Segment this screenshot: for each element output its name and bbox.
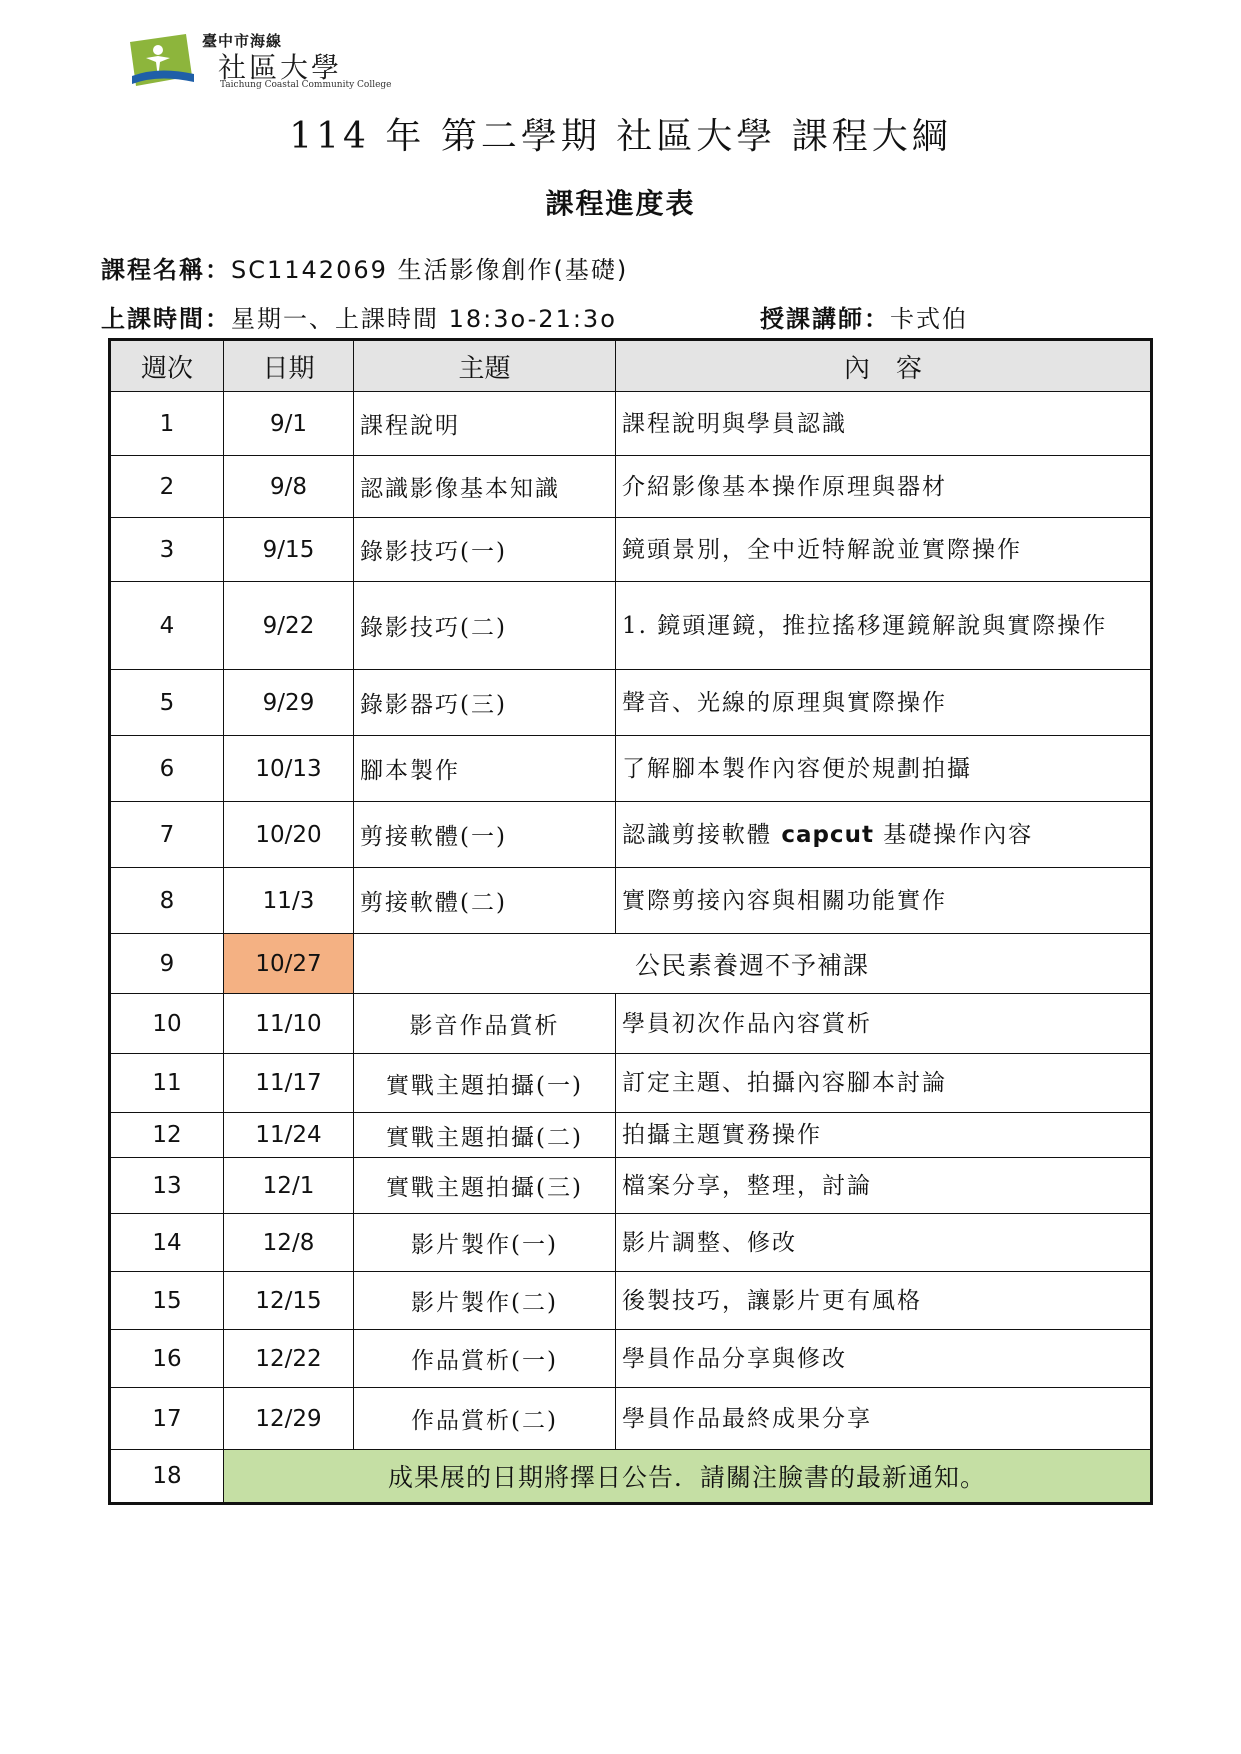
week-cell: 9: [110, 934, 224, 994]
content-text-latin: capcut: [781, 821, 874, 848]
week-cell: 11: [110, 1054, 224, 1113]
header-topic: 主題: [354, 340, 616, 392]
week-cell: 8: [110, 868, 224, 934]
table-row: [110, 1450, 1152, 1504]
week-cell: 15: [110, 1272, 224, 1330]
date-cell: 12/15: [224, 1272, 354, 1330]
table-row: [110, 670, 1152, 736]
content-cell: 實際剪接內容與相關功能實作: [616, 868, 1152, 934]
content-cell: 訂定主題、拍攝內容腳本討論: [616, 1054, 1152, 1113]
course-value: SC1142069 生活影像創作(基礎): [231, 256, 629, 284]
date-cell: 11/10: [224, 994, 354, 1054]
topic-cell: 錄影技巧(二): [354, 582, 616, 670]
table-row: [110, 868, 1152, 934]
week-cell: 17: [110, 1388, 224, 1450]
content-cell: 拍攝主題實務操作: [616, 1113, 1152, 1158]
table-row: [110, 582, 1152, 670]
date-cell: 12/1: [224, 1158, 354, 1214]
table-row: [110, 1214, 1152, 1272]
topic-cell: 實戰主題拍攝(一): [354, 1054, 616, 1113]
date-cell: 9/8: [224, 456, 354, 518]
time-info: [101, 299, 617, 334]
date-cell: 10/13: [224, 736, 354, 802]
week-cell: 13: [110, 1158, 224, 1214]
week-cell: 14: [110, 1214, 224, 1272]
notice-cell: 公民素養週不予補課: [354, 934, 1152, 994]
content-cell: 鏡頭景別，全中近特解說並實際操作: [616, 518, 1152, 582]
topic-cell: 腳本製作: [354, 736, 616, 802]
time-label: 上課時間：: [101, 305, 231, 333]
content-cell: 課程說明與學員認識: [616, 392, 1152, 456]
date-cell: 9/15: [224, 518, 354, 582]
week-cell: 4: [110, 582, 224, 670]
topic-cell: 影音作品賞析: [354, 994, 616, 1054]
week-cell: 12: [110, 1113, 224, 1158]
topic-cell: 剪接軟體(一): [354, 802, 616, 868]
content-cell: 聲音、光線的原理與實際操作: [616, 670, 1152, 736]
topic-cell: 影片製作(二): [354, 1272, 616, 1330]
course-info: [101, 250, 628, 285]
topic-cell: 剪接軟體(二): [354, 868, 616, 934]
date-cell: 11/24: [224, 1113, 354, 1158]
teacher-info: [760, 299, 968, 334]
content-cell: 影片調整、修改: [616, 1214, 1152, 1272]
topic-cell: 實戰主題拍攝(二): [354, 1113, 616, 1158]
teacher-value: 卡式伯: [890, 305, 968, 333]
week-cell: 3: [110, 518, 224, 582]
content-cell: 1. 鏡頭運鏡，推拉搖移運鏡解說與實際操作: [616, 582, 1152, 670]
content-cell: 介紹影像基本操作原理與器材: [616, 456, 1152, 518]
topic-cell: 錄影器巧(三): [354, 670, 616, 736]
table-row: [110, 736, 1152, 802]
table-row: [110, 1054, 1152, 1113]
content-cell: 後製技巧，讓影片更有風格: [616, 1272, 1152, 1330]
week-cell: 1: [110, 392, 224, 456]
content-cell: [616, 802, 1152, 868]
final-notice-cell: 成果展的日期將擇日公告．請關注臉書的最新通知。: [224, 1450, 1152, 1504]
content-cell: 學員作品分享與修改: [616, 1330, 1152, 1388]
content-cell: 學員作品最終成果分享: [616, 1388, 1152, 1450]
topic-cell: 錄影技巧(一): [354, 518, 616, 582]
topic-cell: 作品賞析(二): [354, 1388, 616, 1450]
topic-cell: 實戰主題拍攝(三): [354, 1158, 616, 1214]
table-row: [110, 1388, 1152, 1450]
college-logo-icon: [128, 32, 204, 88]
table-row: [110, 392, 1152, 456]
topic-cell: 課程說明: [354, 392, 616, 456]
course-label: 課程名稱：: [101, 256, 231, 284]
date-cell: 9/29: [224, 670, 354, 736]
document-title: 114 年 第二學期 社區大學 課程大綱: [289, 116, 952, 157]
table-row: [110, 802, 1152, 868]
table-row: [110, 456, 1152, 518]
topic-cell: 認識影像基本知識: [354, 456, 616, 518]
topic-cell: 影片製作(一): [354, 1214, 616, 1272]
week-cell: 10: [110, 994, 224, 1054]
date-cell: 9/22: [224, 582, 354, 670]
week-cell: 16: [110, 1330, 224, 1388]
date-cell: 9/1: [224, 392, 354, 456]
time-value: 星期一、上課時間 18:3o-21:3o: [231, 305, 617, 333]
table-row: [110, 518, 1152, 582]
header-date: 日期: [224, 340, 354, 392]
college-logo: [128, 28, 392, 92]
date-cell: 11/3: [224, 868, 354, 934]
document-subtitle: 課程進度表: [545, 187, 696, 220]
date-cell: 12/22: [224, 1330, 354, 1388]
date-cell: 12/8: [224, 1214, 354, 1272]
week-cell: 18: [110, 1450, 224, 1504]
week-cell: 6: [110, 736, 224, 802]
content-text-post: 基礎操作內容: [873, 821, 1034, 848]
date-cell: 11/17: [224, 1054, 354, 1113]
content-cell: 學員初次作品內容賞析: [616, 994, 1152, 1054]
date-cell: 10/20: [224, 802, 354, 868]
table-header-row: [110, 340, 1152, 392]
table-row: [110, 1330, 1152, 1388]
week-cell: 7: [110, 802, 224, 868]
content-text-pre: 認識剪接軟體: [622, 821, 782, 848]
content-cell: 了解腳本製作內容便於規劃拍攝: [616, 736, 1152, 802]
week-cell: 5: [110, 670, 224, 736]
week-cell: 2: [110, 456, 224, 518]
topic-cell: 作品賞析(一): [354, 1330, 616, 1388]
table-row: [110, 1272, 1152, 1330]
header-week: 週次: [110, 340, 224, 392]
table-row: [110, 1113, 1152, 1158]
schedule-table: [108, 338, 1153, 1505]
content-cell: 檔案分享，整理，討論: [616, 1158, 1152, 1214]
date-cell: 12/29: [224, 1388, 354, 1450]
logo-line1: 臺中市海線: [202, 32, 283, 50]
table-row: [110, 1158, 1152, 1214]
teacher-label: 授課講師：: [760, 305, 890, 333]
table-row: [110, 934, 1152, 994]
logo-line3: Taichung Coastal Community College: [220, 80, 392, 90]
logo-line2: 社區大學: [218, 51, 343, 84]
date-cell-highlighted: 10/27: [224, 934, 354, 994]
header-content: 內 容: [616, 340, 1152, 392]
table-row: [110, 994, 1152, 1054]
